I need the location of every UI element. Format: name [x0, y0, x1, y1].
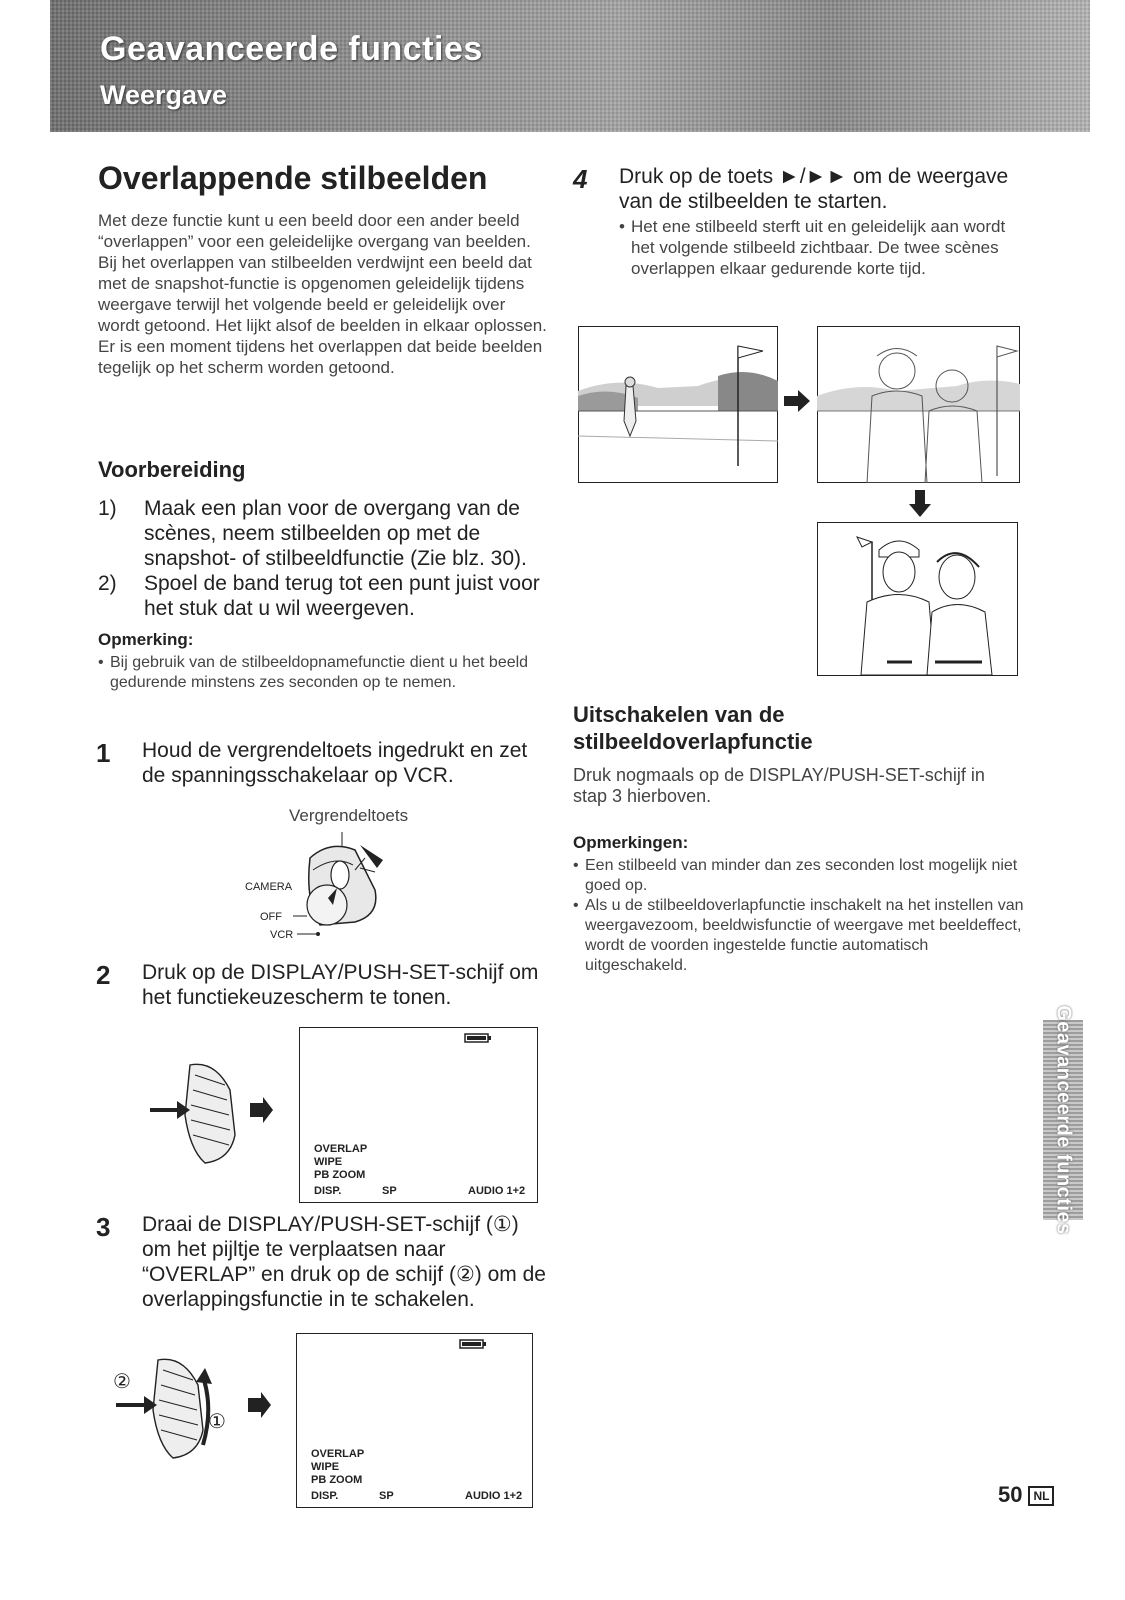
- step-text: Houd de vergrendeltoets ingedrukt en zet de spanningsschakelaar op VCR.: [142, 739, 528, 787]
- arrow-down-icon: [909, 490, 931, 518]
- step-number: 3: [96, 1212, 111, 1242]
- note-text: Als u de stilbeeldoverlapfunctie inschakelt na het instellen van weergavezoom, beeldwisfunctie of weergave met beeldeffect, wordt de voorden ingestelde functie automatisch uitgeschakeld.: [585, 897, 1024, 974]
- prep-item: [98, 496, 548, 571]
- menu-audio: AUDIO 1+2: [465, 1490, 523, 1502]
- step-text: Druk op de DISPLAY/PUSH-SET-schijf om het functiekeuzescherm te tonen.: [142, 961, 539, 1009]
- prep-note: • Bij gebruik van de stilbeeldopnamefunctie dient u het beeld gedurende minstens zes seconden op te nemen.: [98, 653, 538, 693]
- prep-item-text: Maak een plan voor de overgang van de scènes, neem stilbeelden op met de snapshot- of stilbeeldfunctie (Zie blz. 30).: [144, 497, 527, 570]
- camera-position-label: CAMERA: [245, 881, 293, 893]
- header-subtitle: Weergave: [100, 80, 228, 110]
- header-banner: [50, 0, 1090, 132]
- menu-disp: DISP.: [311, 1490, 339, 1502]
- menu-item-wipe: WIPE: [311, 1461, 340, 1473]
- step-text: Draai de DISPLAY/PUSH-SET-schijf (①) om het pijltje te verplaatsen naar “OVERLAP” en druk op de schijf (②) om de overlappingsfunctie in te schakelen.: [142, 1213, 546, 1311]
- menu-item-wipe: WIPE: [314, 1156, 343, 1168]
- battery-icon: [464, 1032, 492, 1044]
- menu-item-overlap: OVERLAP: [314, 1143, 368, 1155]
- off-position-label: OFF: [260, 911, 282, 923]
- prep-item: [98, 571, 548, 621]
- menu-list: [314, 1143, 367, 1182]
- side-tab: [1043, 1005, 1083, 1235]
- step-4-bullet: • Het ene stilbeeld sterft uit en geleidelijk aan wordt het volgende stilbeeld zichtbaar. De twee scènes overlappen elkaar gedurende korte tijd.: [619, 216, 1033, 279]
- function-select-screen-2: [296, 1333, 533, 1508]
- step-text: Druk op de toets ►/►► om de weergave van de stilbeelden te starten.: [619, 165, 1009, 213]
- page-number: 50: [998, 1482, 1023, 1507]
- page-title: Overlappende stilbeelden: [98, 160, 488, 196]
- golf-scene-image: [578, 326, 778, 483]
- page-footer: [998, 1482, 1054, 1508]
- menu-sp: SP: [382, 1185, 397, 1197]
- note-text: Een stilbeeld van minder dan zes seconden lost mogelijk niet goed op.: [585, 857, 1018, 894]
- function-select-screen-1: [299, 1027, 538, 1203]
- step-1: [96, 738, 546, 788]
- header-title: Geavanceerde functies: [100, 30, 483, 68]
- dial-rotate-illustration: [108, 1350, 273, 1465]
- couple-scene-image: [817, 522, 1018, 676]
- note-item: • Als u de stilbeeldoverlapfunctie inschakelt na het instellen van weergavezoom, beeldwisfunctie of weergave met beeldeffect, wordt de voorden ingestelde functie automatisch uitgeschakeld.: [573, 896, 1033, 976]
- step-3: [96, 1212, 546, 1312]
- step-2: [96, 960, 546, 1010]
- power-switch-illustration: [235, 830, 405, 945]
- menu-item-pb-zoom: PB ZOOM: [311, 1474, 363, 1486]
- intro-text: Met deze functie kunt u een beeld door een ander beeld “overlappen” voor een geleidelijke overgang van beelden. Bij het overlappen van stilbeelden verdwijnt een beeld dat met de snapshot-functie is opgenomen geleidelijk tijdens weergave terwijl het volgende beeld er geleidelijk over wordt getoond. Het lijkt alsof de beelden in elkaar oplossen. Er is een moment tijdens het overlappen dat beide beelden tegelijk op het scherm worden getoond.: [98, 211, 547, 377]
- menu-item-overlap: OVERLAP: [311, 1448, 365, 1460]
- disable-title: Uitschakelen van de stilbeeldoverlapfunctie: [573, 702, 813, 754]
- arrow-right-icon: [782, 390, 812, 412]
- step-number: 4: [573, 164, 588, 194]
- dial-push-illustration: [145, 1055, 275, 1170]
- menu-sp: SP: [379, 1490, 394, 1502]
- notes-list: [573, 856, 1033, 976]
- menu-disp: DISP.: [314, 1185, 342, 1197]
- menu-list: [311, 1448, 364, 1487]
- prep-item-num: 1): [98, 497, 117, 520]
- dial-label-1: ①: [208, 1409, 226, 1433]
- lock-button-label: Vergrendeltoets: [289, 806, 409, 825]
- step-number: 1: [96, 738, 111, 768]
- vcr-position-label: VCR: [270, 929, 294, 941]
- prep-title: Voorbereiding: [98, 457, 246, 482]
- step-number: 2: [96, 960, 111, 990]
- prep-note-text: Bij gebruik van de stilbeeldopnamefunctie dient u het beeld gedurende minstens zes seconden op te nemen.: [110, 654, 529, 691]
- note-item: • Een stilbeeld van minder dan zes seconden lost mogelijk niet goed op.: [573, 856, 1033, 896]
- side-tab-label: Geavanceerde functies: [1052, 1005, 1075, 1235]
- overlap-scene-image: [817, 326, 1020, 483]
- battery-icon: [459, 1338, 487, 1350]
- step-4: [573, 164, 1033, 279]
- menu-audio: AUDIO 1+2: [468, 1185, 526, 1197]
- prep-item-text: Spoel de band terug tot een punt juist voor het stuk dat u wil weergeven.: [144, 572, 540, 620]
- disable-text: Druk nogmaals op de DISPLAY/PUSH-SET-schijf in stap 3 hierboven.: [573, 765, 985, 806]
- step-bullet-text: Het ene stilbeeld sterft uit en geleidelijk aan wordt het volgende stilbeeld zichtbaar. De twee scènes overlappen elkaar gedurende korte tijd.: [631, 217, 1006, 278]
- prep-note-title: Opmerking:: [98, 630, 194, 649]
- prep-list: [98, 496, 548, 621]
- menu-item-pb-zoom: PB ZOOM: [314, 1169, 366, 1181]
- language-badge: NL: [1028, 1486, 1054, 1506]
- prep-item-num: 2): [98, 572, 117, 595]
- notes-title: Opmerkingen:: [573, 833, 689, 852]
- dial-label-2: ②: [113, 1369, 131, 1393]
